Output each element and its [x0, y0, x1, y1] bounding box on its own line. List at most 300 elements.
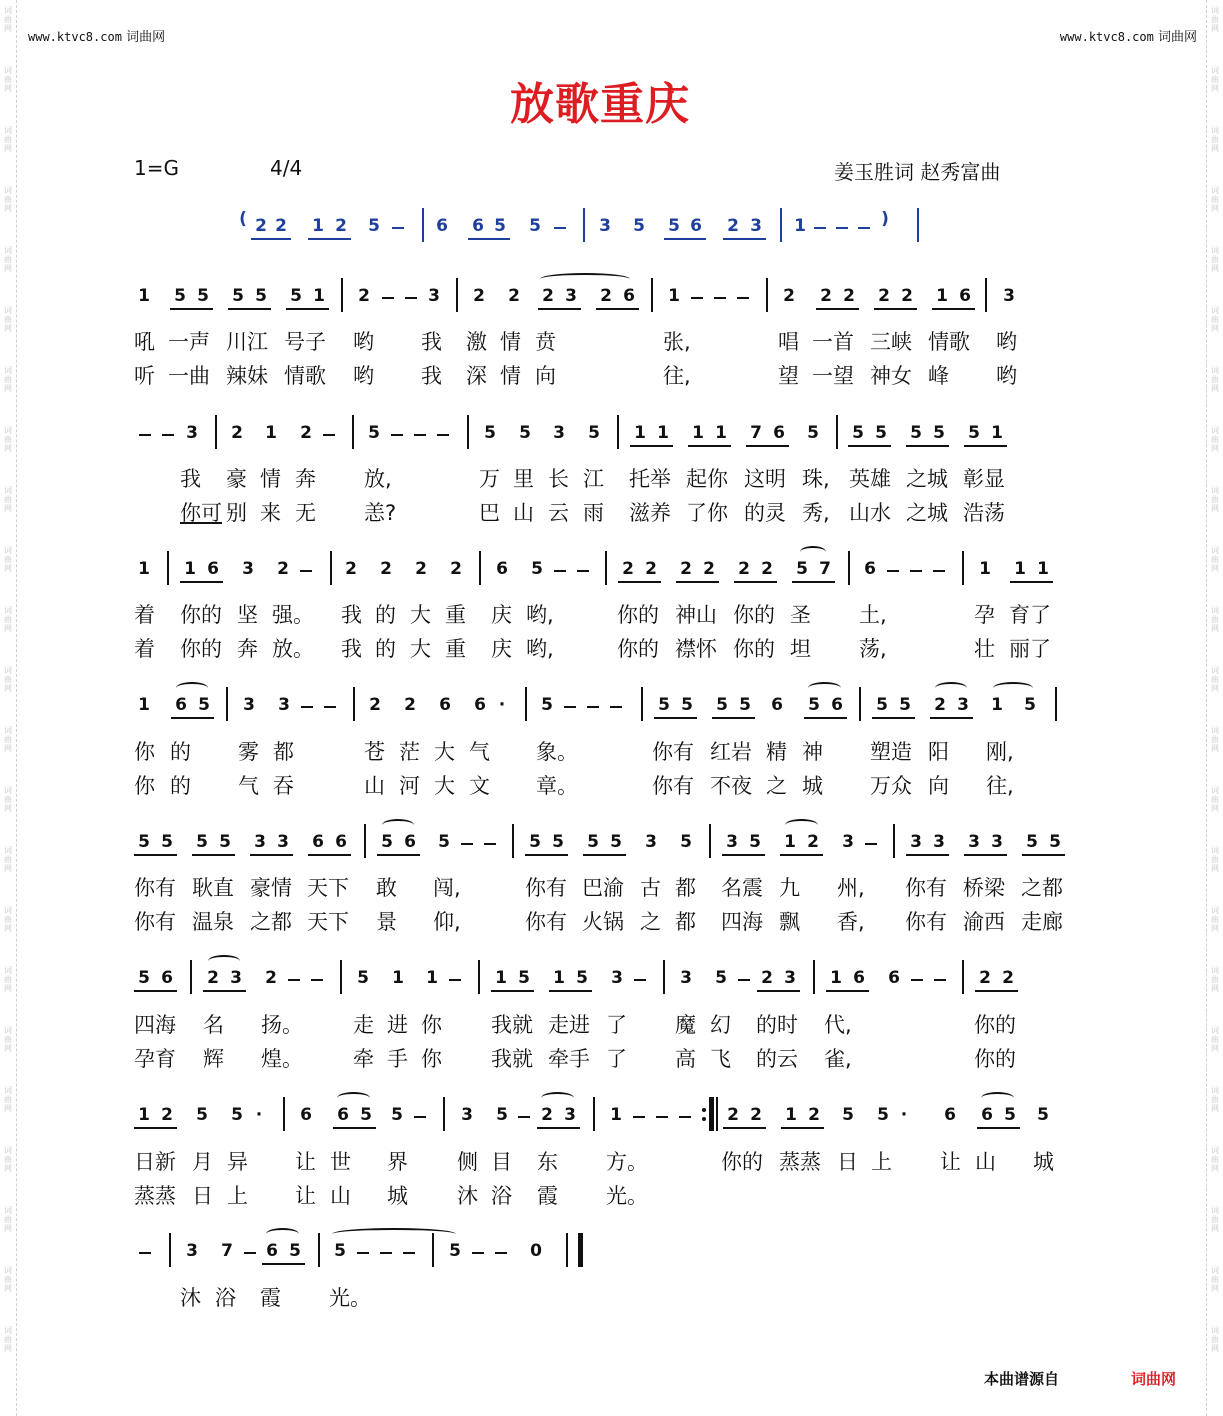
margin-watermark-char: 网 [1211, 24, 1219, 33]
margin-watermark-char: 网 [4, 1344, 12, 1353]
barline [641, 687, 643, 721]
lyric-word: 一声 [168, 330, 210, 354]
tie-arc [935, 682, 967, 694]
note: 5 [1024, 695, 1036, 715]
lyric-word: 英雄 [849, 467, 891, 491]
eighth-underline [549, 990, 592, 992]
lyric-word: 雾 [238, 740, 259, 764]
lyric-line-4-verse-2 [0, 770, 1223, 798]
note: 1 [830, 968, 842, 988]
note: 3 [784, 968, 796, 988]
lyric-word: 你有 [134, 876, 176, 900]
note: 5 [681, 695, 693, 715]
note: 5 [518, 968, 530, 988]
staff-line-6 [0, 960, 1223, 996]
note: 5 [290, 286, 302, 306]
eighth-underline [170, 308, 213, 310]
tie-arc [993, 682, 1033, 694]
margin-watermark-char: 曲 [4, 975, 12, 984]
margin-watermark-char: 曲 [1211, 135, 1219, 144]
margin-watermark-char: 词 [1211, 366, 1219, 375]
margin-watermark-char: 曲 [4, 495, 12, 504]
lyric-word: 你的 [733, 603, 775, 627]
note: 2 [275, 216, 287, 236]
note: 1 [634, 423, 646, 443]
margin-watermark-char: 曲 [4, 1275, 12, 1284]
lyric-word: 着 [134, 603, 155, 627]
margin-watermark-char: 词 [4, 366, 12, 375]
margin-watermark-char: 词 [4, 966, 12, 975]
barline [651, 278, 653, 312]
lyric-line-4-verse-1 [0, 736, 1223, 764]
margin-watermark-char: 词 [4, 6, 12, 15]
staff-line-1 [0, 278, 1223, 314]
margin-watermark-char: 曲 [4, 795, 12, 804]
lyric-word: 苍 [364, 740, 385, 764]
eighth-underline [250, 854, 293, 856]
sustain-dash [244, 1252, 256, 1254]
lyric-word: 煌。 [261, 1047, 303, 1071]
note: 2 [783, 286, 795, 306]
lyric-line-8-verse-1 [0, 1282, 1223, 1310]
margin-watermark-char: 词 [1211, 246, 1219, 255]
note: 6 [337, 1105, 349, 1125]
margin-watermark-char: 网 [1211, 1044, 1219, 1053]
eighth-underline [180, 581, 223, 583]
barline [525, 687, 527, 721]
lyric-line-6-verse-2 [0, 1043, 1223, 1071]
lyric-word: 里 [513, 467, 534, 491]
eighth-underline [874, 308, 917, 310]
margin-watermark-char: 曲 [1211, 435, 1219, 444]
song-title: 放歌重庆 [510, 79, 690, 130]
lyric-word: 的灵 [744, 501, 786, 525]
margin-watermark-char: 曲 [1211, 1275, 1219, 1284]
lyric-word: 你有 [652, 774, 694, 798]
note: 3 [611, 968, 623, 988]
augmentation-dot: · [498, 695, 506, 715]
lyric-word: 雨 [583, 501, 604, 525]
lyric-word: 蒸蒸 [134, 1184, 176, 1208]
lyric-word: 的 [170, 740, 191, 764]
sustain-dash [392, 227, 404, 229]
eighth-underline [723, 1127, 766, 1129]
note: 5 [796, 559, 808, 579]
note: 5 [875, 423, 887, 443]
barline [1055, 687, 1057, 721]
note: 2 [161, 1105, 173, 1125]
lyric-word: 哟 [996, 330, 1017, 354]
barline [848, 551, 850, 585]
margin-watermark-char: 曲 [1211, 1035, 1219, 1044]
lyric-word: 大 [434, 774, 455, 798]
note: 3 [1003, 286, 1015, 306]
margin-watermark-char: 网 [1211, 504, 1219, 513]
note: 5 [1004, 1105, 1016, 1125]
eighth-underline [192, 854, 235, 856]
note: 5 [174, 286, 186, 306]
tie-arc [208, 955, 240, 967]
tie-arc [808, 682, 841, 694]
note: 3 [243, 695, 255, 715]
note: 5 [161, 832, 173, 852]
sustain-dash [865, 843, 877, 845]
lyric-word: 牵 [353, 1047, 374, 1071]
margin-watermark-char: 曲 [1211, 1155, 1219, 1164]
lyric-line-5-verse-2 [0, 906, 1223, 934]
lyric-line-6-verse-1 [0, 1009, 1223, 1037]
lyric-word: 魔 [675, 1013, 696, 1037]
lyric-word: 刚, [986, 740, 1014, 764]
lyric-word: 气 [238, 774, 259, 798]
sustain-dash [634, 979, 646, 981]
barline [893, 824, 895, 858]
note: 3 [553, 423, 565, 443]
note: 7 [221, 1241, 233, 1261]
lyric-word: 你有 [652, 740, 694, 764]
margin-watermark-char: 网 [1211, 1164, 1219, 1173]
eighth-underline [964, 445, 1007, 447]
note: 5 [231, 1105, 243, 1125]
eighth-underline [1022, 854, 1065, 856]
margin-watermark-char: 曲 [1211, 975, 1219, 984]
lyric-word: 奔 [237, 637, 258, 661]
note: 2 [843, 286, 855, 306]
lyric-word: 激 [466, 330, 487, 354]
barline [169, 1233, 171, 1267]
note: 6 [474, 695, 486, 715]
note: 5 [138, 968, 150, 988]
note: 2 [450, 559, 462, 579]
margin-watermark-char: 网 [1211, 744, 1219, 753]
note: 2 [680, 559, 692, 579]
site-watermark-right [1060, 26, 1197, 45]
lyric-word: 放。 [272, 637, 314, 661]
lyric-word: 你有 [525, 876, 567, 900]
lyric-word: 不夜 [710, 774, 752, 798]
note: 1 [785, 1105, 797, 1125]
note: 5 [587, 832, 599, 852]
note: 2 [645, 559, 657, 579]
margin-watermark-char: 网 [4, 864, 12, 873]
note: 2 [808, 1105, 820, 1125]
note: 6 [312, 832, 324, 852]
margin-watermark-char: 曲 [1211, 1095, 1219, 1104]
margin-watermark-char: 网 [4, 84, 12, 93]
margin-watermark-char: 曲 [4, 735, 12, 744]
sustain-dash [714, 297, 726, 299]
lyric-word: 象。 [536, 740, 578, 764]
lyric-word: 你的 [974, 1013, 1016, 1037]
margin-watermark-char: 曲 [4, 615, 12, 624]
note: 5 [933, 423, 945, 443]
lyric-word: 孕育 [134, 1047, 176, 1071]
lyric-word: 都 [675, 876, 696, 900]
note: 2 [750, 1105, 762, 1125]
note: 6 [496, 559, 508, 579]
lyric-word: 天下 [307, 876, 349, 900]
note: 3 [910, 832, 922, 852]
repeat-dot [702, 1117, 706, 1121]
note: 2 [600, 286, 612, 306]
lyric-word: 界 [387, 1150, 408, 1174]
note: 5 [360, 1105, 372, 1125]
lyric-word: 光。 [329, 1286, 371, 1310]
lyric-word: 大 [410, 637, 431, 661]
margin-watermark-char: 词 [1211, 1146, 1219, 1155]
sustain-dash [301, 706, 313, 708]
lyric-word: 托举 [629, 467, 671, 491]
lyric-word: 让 [295, 1184, 316, 1208]
lyric-word: 仰, [433, 910, 461, 934]
lyric-word: 望 [778, 364, 799, 388]
margin-watermark-char: 网 [4, 804, 12, 813]
lyric-word: 雀, [824, 1047, 852, 1071]
note: 1 [312, 216, 324, 236]
barline [167, 551, 169, 585]
lyric-word: 蒸蒸 [779, 1150, 821, 1174]
margin-watermark-char: 网 [1211, 804, 1219, 813]
lyric-line-7-verse-2 [0, 1180, 1223, 1208]
barline [226, 687, 228, 721]
note: 2 [761, 559, 773, 579]
repeat-thick-line [709, 1097, 714, 1131]
lyric-word: 放, [364, 467, 392, 491]
note: 3 [680, 968, 692, 988]
note: 6 [690, 216, 702, 236]
note: 5 [899, 695, 911, 715]
note: 6 [404, 832, 416, 852]
lyric-word: 豪情 [250, 876, 292, 900]
note: 2 [415, 559, 427, 579]
lyric-word: 奔 [295, 467, 316, 491]
note: 6 [436, 216, 448, 236]
lyric-word: 襟怀 [675, 637, 717, 661]
eighth-underline [848, 445, 891, 447]
barline [443, 1097, 445, 1131]
note: 3 [230, 968, 242, 988]
sustain-dash [587, 706, 599, 708]
sustain-dash [461, 843, 473, 845]
sustain-dash [738, 979, 750, 981]
margin-watermark-char: 曲 [4, 75, 12, 84]
margin-watermark-char: 词 [4, 1146, 12, 1155]
sustain-dash [911, 979, 923, 981]
margin-watermark-char: 网 [4, 1164, 12, 1173]
note: 1 [392, 968, 404, 988]
lyric-word: 浴 [215, 1286, 236, 1310]
margin-watermark-char: 词 [1211, 546, 1219, 555]
lyric-word: 四海 [721, 910, 763, 934]
sustain-dash [910, 570, 922, 572]
note: 5 [496, 1105, 508, 1125]
note: 2 [277, 559, 289, 579]
note: 5 [1049, 832, 1061, 852]
source-site-link[interactable]: 词曲网 [1131, 1370, 1177, 1388]
lyric-word: 山 [364, 774, 385, 798]
lyric-word: 都 [675, 910, 696, 934]
lyric-word: 你的 [617, 603, 659, 627]
barline [190, 960, 192, 994]
lyric-word: 我就 [491, 1013, 533, 1037]
lyric-word: 峰 [928, 364, 949, 388]
lyric-word: 荡, [859, 637, 887, 661]
margin-watermark-char: 曲 [1211, 15, 1219, 24]
barline [478, 960, 480, 994]
lyric-line-2-verse-1 [0, 463, 1223, 491]
note: 5 [715, 968, 727, 988]
barline [467, 415, 469, 449]
margin-watermark-char: 曲 [4, 855, 12, 864]
lyric-word: 你的 [180, 603, 222, 627]
lyric-word: 之都 [1021, 876, 1063, 900]
note: 2 [979, 968, 991, 988]
tie-arc [266, 1228, 299, 1240]
lyric-word: 的 [375, 603, 396, 627]
lyric-word: 听 [134, 364, 155, 388]
lyric-word: 霞 [537, 1184, 558, 1208]
sustain-dash [934, 979, 946, 981]
lyric-word: 贲 [535, 330, 556, 354]
note: 6 [472, 216, 484, 236]
lyric-word: 之 [640, 910, 661, 934]
barline [364, 824, 366, 858]
lyric-word: 唱 [778, 330, 799, 354]
lyric-word: 哟 [353, 330, 374, 354]
note: 5 [739, 695, 751, 715]
lyric-word: 向 [535, 364, 556, 388]
lyric-word: 代, [824, 1013, 852, 1037]
staff-line-2 [0, 415, 1223, 451]
margin-watermark-char: 网 [1211, 564, 1219, 573]
note: 1 [1037, 559, 1049, 579]
note: 5 [357, 968, 369, 988]
lyric-word: 方。 [606, 1150, 648, 1174]
eighth-underline [618, 581, 661, 583]
note: 2 [727, 216, 739, 236]
note: 6 [161, 968, 173, 988]
margin-watermark-char: 网 [4, 444, 12, 453]
margin-watermark-char: 词 [4, 786, 12, 795]
note: 2 [404, 695, 416, 715]
source-label: 本曲谱源自 [984, 1370, 1060, 1388]
note: 6 [944, 1105, 956, 1125]
paren-close: ) [881, 209, 889, 229]
eighth-underline [688, 445, 731, 447]
margin-watermark-char: 网 [4, 924, 12, 933]
note: 2 [761, 968, 773, 988]
tie-arc [785, 819, 818, 831]
note: 2 [934, 695, 946, 715]
eighth-underline [134, 990, 177, 992]
eighth-underline [792, 581, 835, 583]
margin-watermark-char: 网 [1211, 444, 1219, 453]
note: 2 [265, 968, 277, 988]
lyric-word: 塑造 [870, 740, 912, 764]
lyric-word: 坚 [237, 603, 258, 627]
lyric-word: 情 [500, 364, 521, 388]
lyric-word: 古 [640, 876, 661, 900]
note: 6 [771, 695, 783, 715]
sustain-dash [311, 979, 323, 981]
note: 3 [564, 1105, 576, 1125]
margin-watermark-char: 网 [1211, 264, 1219, 273]
lyric-word: 强。 [272, 603, 314, 627]
staff-line-8 [0, 1233, 1223, 1269]
note: 5 [588, 423, 600, 443]
margin-watermark-char: 词 [4, 66, 12, 75]
lyric-word: 哟 [996, 364, 1017, 388]
note: 6 [864, 559, 876, 579]
lyric-word: 育了 [1009, 603, 1051, 627]
lyric-word: 豪 [226, 467, 247, 491]
note: 3 [186, 423, 198, 443]
sustain-dash [405, 297, 417, 299]
margin-watermark-char: 曲 [4, 1035, 12, 1044]
lyric-word: 重 [445, 603, 466, 627]
sustain-dash [449, 979, 461, 981]
lyric-word: 向 [928, 774, 949, 798]
lyric-word: 日 [192, 1184, 213, 1208]
lyric-word: 三峡 [870, 330, 912, 354]
margin-watermark-char: 词 [1211, 846, 1219, 855]
note: 3 [645, 832, 657, 852]
eighth-underline [262, 1263, 305, 1265]
note: 5 [576, 968, 588, 988]
eighth-underline [734, 581, 777, 583]
lyric-word: 异 [227, 1150, 248, 1174]
lyric-word: 温泉 [192, 910, 234, 934]
barline [709, 824, 711, 858]
lyric-word: 你有 [525, 910, 567, 934]
lyric-word: 名震 [721, 876, 763, 900]
margin-watermark-char: 曲 [1211, 795, 1219, 804]
eighth-underline [816, 308, 859, 310]
augmentation-dot: · [255, 1105, 263, 1125]
margin-watermark-char: 网 [4, 1104, 12, 1113]
lyric-word: 城 [387, 1184, 408, 1208]
eighth-underline [596, 308, 639, 310]
lyric-word: 山 [330, 1184, 351, 1208]
note: 5 [658, 695, 670, 715]
margin-watermark-char: 词 [1211, 606, 1219, 615]
margin-watermark-char: 词 [1211, 426, 1219, 435]
tie-arc [541, 1092, 574, 1104]
margin-watermark-char: 网 [1211, 984, 1219, 993]
note: 1 [184, 559, 196, 579]
margin-watermark-char: 词 [4, 1086, 12, 1095]
margin-watermark-char: 曲 [1211, 195, 1219, 204]
lyric-word: 辣妹 [226, 364, 268, 388]
note: 6 [439, 695, 451, 715]
note: 1 [1014, 559, 1026, 579]
note: 5 [541, 695, 553, 715]
margin-watermark-char: 曲 [4, 1215, 12, 1224]
note: 5 [368, 216, 380, 236]
eighth-underline [712, 717, 755, 719]
final-barline [566, 1233, 583, 1267]
sustain-dash [887, 570, 899, 572]
lyric-word: 章。 [536, 774, 578, 798]
lyric-word: 彰显 [963, 467, 1005, 491]
lyric-word: 辉 [203, 1047, 224, 1071]
note: 5 [1026, 832, 1038, 852]
margin-watermark-char: 曲 [1211, 675, 1219, 684]
eighth-underline [975, 990, 1018, 992]
margin-watermark-char: 网 [4, 1284, 12, 1293]
margin-watermark-char: 曲 [1211, 735, 1219, 744]
lyric-word: 神 [802, 740, 823, 764]
